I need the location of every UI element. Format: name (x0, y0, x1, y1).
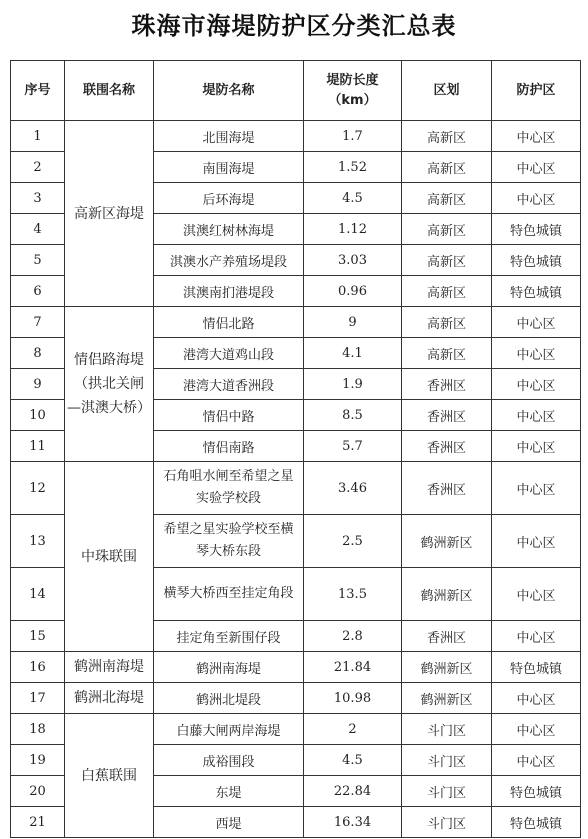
cell-dike: 淇澳南扪港堤段 (154, 276, 304, 307)
cell-dike: 鹤洲北堤段 (154, 683, 304, 714)
cell-zone: 特色城镇 (492, 214, 581, 245)
cell-length: 0.96 (304, 276, 402, 307)
cell-length: 4.1 (304, 338, 402, 369)
cell-length: 4.5 (304, 745, 402, 776)
group-name-line: 情侣路海堤 (74, 352, 144, 368)
cell-zone: 中心区 (492, 515, 581, 568)
cell-length: 2.5 (304, 515, 402, 568)
cell-district: 高新区 (402, 152, 492, 183)
group-name-line: —淇澳大桥） (67, 400, 151, 416)
group-name-line: 白蕉联围 (81, 767, 137, 784)
dike-summary-table (10, 60, 581, 838)
cell-dike: 情侣中路 (154, 400, 304, 431)
cell-dike: 港湾大道香洲段 (154, 369, 304, 400)
group-name-line: 高新区海堤 (74, 205, 144, 222)
cell-dike: 情侣北路 (154, 307, 304, 338)
table-row (11, 462, 581, 515)
cell-index: 18 (11, 714, 65, 745)
cell-dike: 南围海堤 (154, 152, 304, 183)
cell-length: 8.5 (304, 400, 402, 431)
header-index: 序号 (11, 61, 65, 121)
group-name-line: 中珠联围 (81, 548, 137, 565)
cell-district: 高新区 (402, 214, 492, 245)
cell-index: 2 (11, 152, 65, 183)
cell-zone: 中心区 (492, 462, 581, 515)
cell-district: 香洲区 (402, 400, 492, 431)
cell-district: 斗门区 (402, 745, 492, 776)
cell-dike: 挂定角至新围仔段 (154, 621, 304, 652)
cell-dike: 希望之星实验学校至横琴大桥东段 (154, 515, 304, 568)
cell-index: 16 (11, 652, 65, 683)
cell-length: 2 (304, 714, 402, 745)
cell-district: 高新区 (402, 245, 492, 276)
cell-zone: 中心区 (492, 683, 581, 714)
cell-index: 13 (11, 515, 65, 568)
cell-dike: 鹤洲南海堤 (154, 652, 304, 683)
cell-district: 香洲区 (402, 369, 492, 400)
cell-index: 10 (11, 400, 65, 431)
cell-dike: 白藤大闸两岸海堤 (154, 714, 304, 745)
cell-length: 16.34 (304, 807, 402, 838)
cell-district: 香洲区 (402, 431, 492, 462)
cell-group (65, 714, 154, 838)
table-row (11, 683, 581, 714)
cell-district: 鹤洲新区 (402, 568, 492, 621)
cell-index: 3 (11, 183, 65, 214)
cell-length: 1.52 (304, 152, 402, 183)
cell-district: 高新区 (402, 307, 492, 338)
cell-district: 高新区 (402, 183, 492, 214)
cell-index: 8 (11, 338, 65, 369)
cell-group (65, 307, 154, 462)
cell-group (65, 652, 154, 683)
cell-index: 5 (11, 245, 65, 276)
cell-length: 2.8 (304, 621, 402, 652)
cell-zone: 中心区 (492, 307, 581, 338)
group-name-line: 鹤洲南海堤 (74, 659, 144, 675)
cell-dike: 港湾大道鸡山段 (154, 338, 304, 369)
cell-zone: 特色城镇 (492, 276, 581, 307)
cell-zone: 特色城镇 (492, 652, 581, 683)
cell-dike: 西堤 (154, 807, 304, 838)
header-dike: 堤防名称 (154, 61, 304, 121)
cell-index: 21 (11, 807, 65, 838)
cell-length: 3.03 (304, 245, 402, 276)
cell-index: 15 (11, 621, 65, 652)
cell-zone: 特色城镇 (492, 807, 581, 838)
header-zone: 防护区 (492, 61, 581, 121)
cell-zone: 特色城镇 (492, 776, 581, 807)
page-title: 珠海市海堤防护区分类汇总表 (131, 11, 457, 40)
cell-length: 4.5 (304, 183, 402, 214)
header-district: 区划 (402, 61, 492, 121)
table-row (11, 307, 581, 338)
cell-dike: 淇澳红树林海堤 (154, 214, 304, 245)
header-length (304, 61, 402, 121)
cell-index: 14 (11, 568, 65, 621)
cell-group (65, 121, 154, 307)
cell-index: 19 (11, 745, 65, 776)
cell-index: 11 (11, 431, 65, 462)
cell-dike: 石角咀水闸至希望之星实验学校段 (154, 462, 304, 515)
cell-dike: 淇澳水产养殖场堤段 (154, 245, 304, 276)
cell-length: 13.5 (304, 568, 402, 621)
header-group: 联围名称 (65, 61, 154, 121)
cell-zone: 中心区 (492, 183, 581, 214)
cell-group (65, 462, 154, 652)
group-name-line: （拱北关闸 (74, 376, 144, 392)
header-row (11, 61, 581, 121)
cell-length: 3.46 (304, 462, 402, 515)
cell-zone: 中心区 (492, 369, 581, 400)
cell-dike: 北围海堤 (154, 121, 304, 152)
cell-zone: 中心区 (492, 568, 581, 621)
cell-index: 4 (11, 214, 65, 245)
header-length-line2: （km） (328, 92, 377, 108)
cell-dike: 横琴大桥西至挂定角段 (154, 568, 304, 621)
cell-zone: 特色城镇 (492, 245, 581, 276)
cell-length: 1.12 (304, 214, 402, 245)
cell-district: 高新区 (402, 338, 492, 369)
cell-district: 香洲区 (402, 621, 492, 652)
cell-index: 6 (11, 276, 65, 307)
table-row (11, 652, 581, 683)
cell-zone: 中心区 (492, 714, 581, 745)
cell-length: 5.7 (304, 431, 402, 462)
cell-index: 12 (11, 462, 65, 515)
cell-zone: 中心区 (492, 621, 581, 652)
cell-district: 香洲区 (402, 462, 492, 515)
cell-length: 21.84 (304, 652, 402, 683)
cell-dike: 情侣南路 (154, 431, 304, 462)
cell-index: 7 (11, 307, 65, 338)
cell-district: 斗门区 (402, 714, 492, 745)
cell-zone: 中心区 (492, 431, 581, 462)
header-length-line1: 堤防长度 (326, 72, 379, 88)
cell-zone: 中心区 (492, 121, 581, 152)
cell-zone: 中心区 (492, 152, 581, 183)
cell-district: 斗门区 (402, 776, 492, 807)
cell-district: 高新区 (402, 121, 492, 152)
cell-index: 17 (11, 683, 65, 714)
cell-zone: 中心区 (492, 745, 581, 776)
cell-length: 9 (304, 307, 402, 338)
cell-dike: 成裕围段 (154, 745, 304, 776)
cell-index: 20 (11, 776, 65, 807)
cell-zone: 中心区 (492, 338, 581, 369)
cell-index: 1 (11, 121, 65, 152)
table-row (11, 121, 581, 152)
cell-dike: 后环海堤 (154, 183, 304, 214)
cell-district: 斗门区 (402, 807, 492, 838)
cell-group (65, 683, 154, 714)
cell-dike: 东堤 (154, 776, 304, 807)
cell-district: 高新区 (402, 276, 492, 307)
cell-length: 22.84 (304, 776, 402, 807)
cell-length: 10.98 (304, 683, 402, 714)
cell-index: 9 (11, 369, 65, 400)
group-name-line: 鹤洲北海堤 (74, 690, 144, 706)
table-body (11, 121, 581, 838)
cell-district: 鹤洲新区 (402, 515, 492, 568)
table-row (11, 714, 581, 745)
cell-district: 鹤洲新区 (402, 652, 492, 683)
cell-district: 鹤洲新区 (402, 683, 492, 714)
cell-length: 1.7 (304, 121, 402, 152)
cell-zone: 中心区 (492, 400, 581, 431)
cell-length: 1.9 (304, 369, 402, 400)
